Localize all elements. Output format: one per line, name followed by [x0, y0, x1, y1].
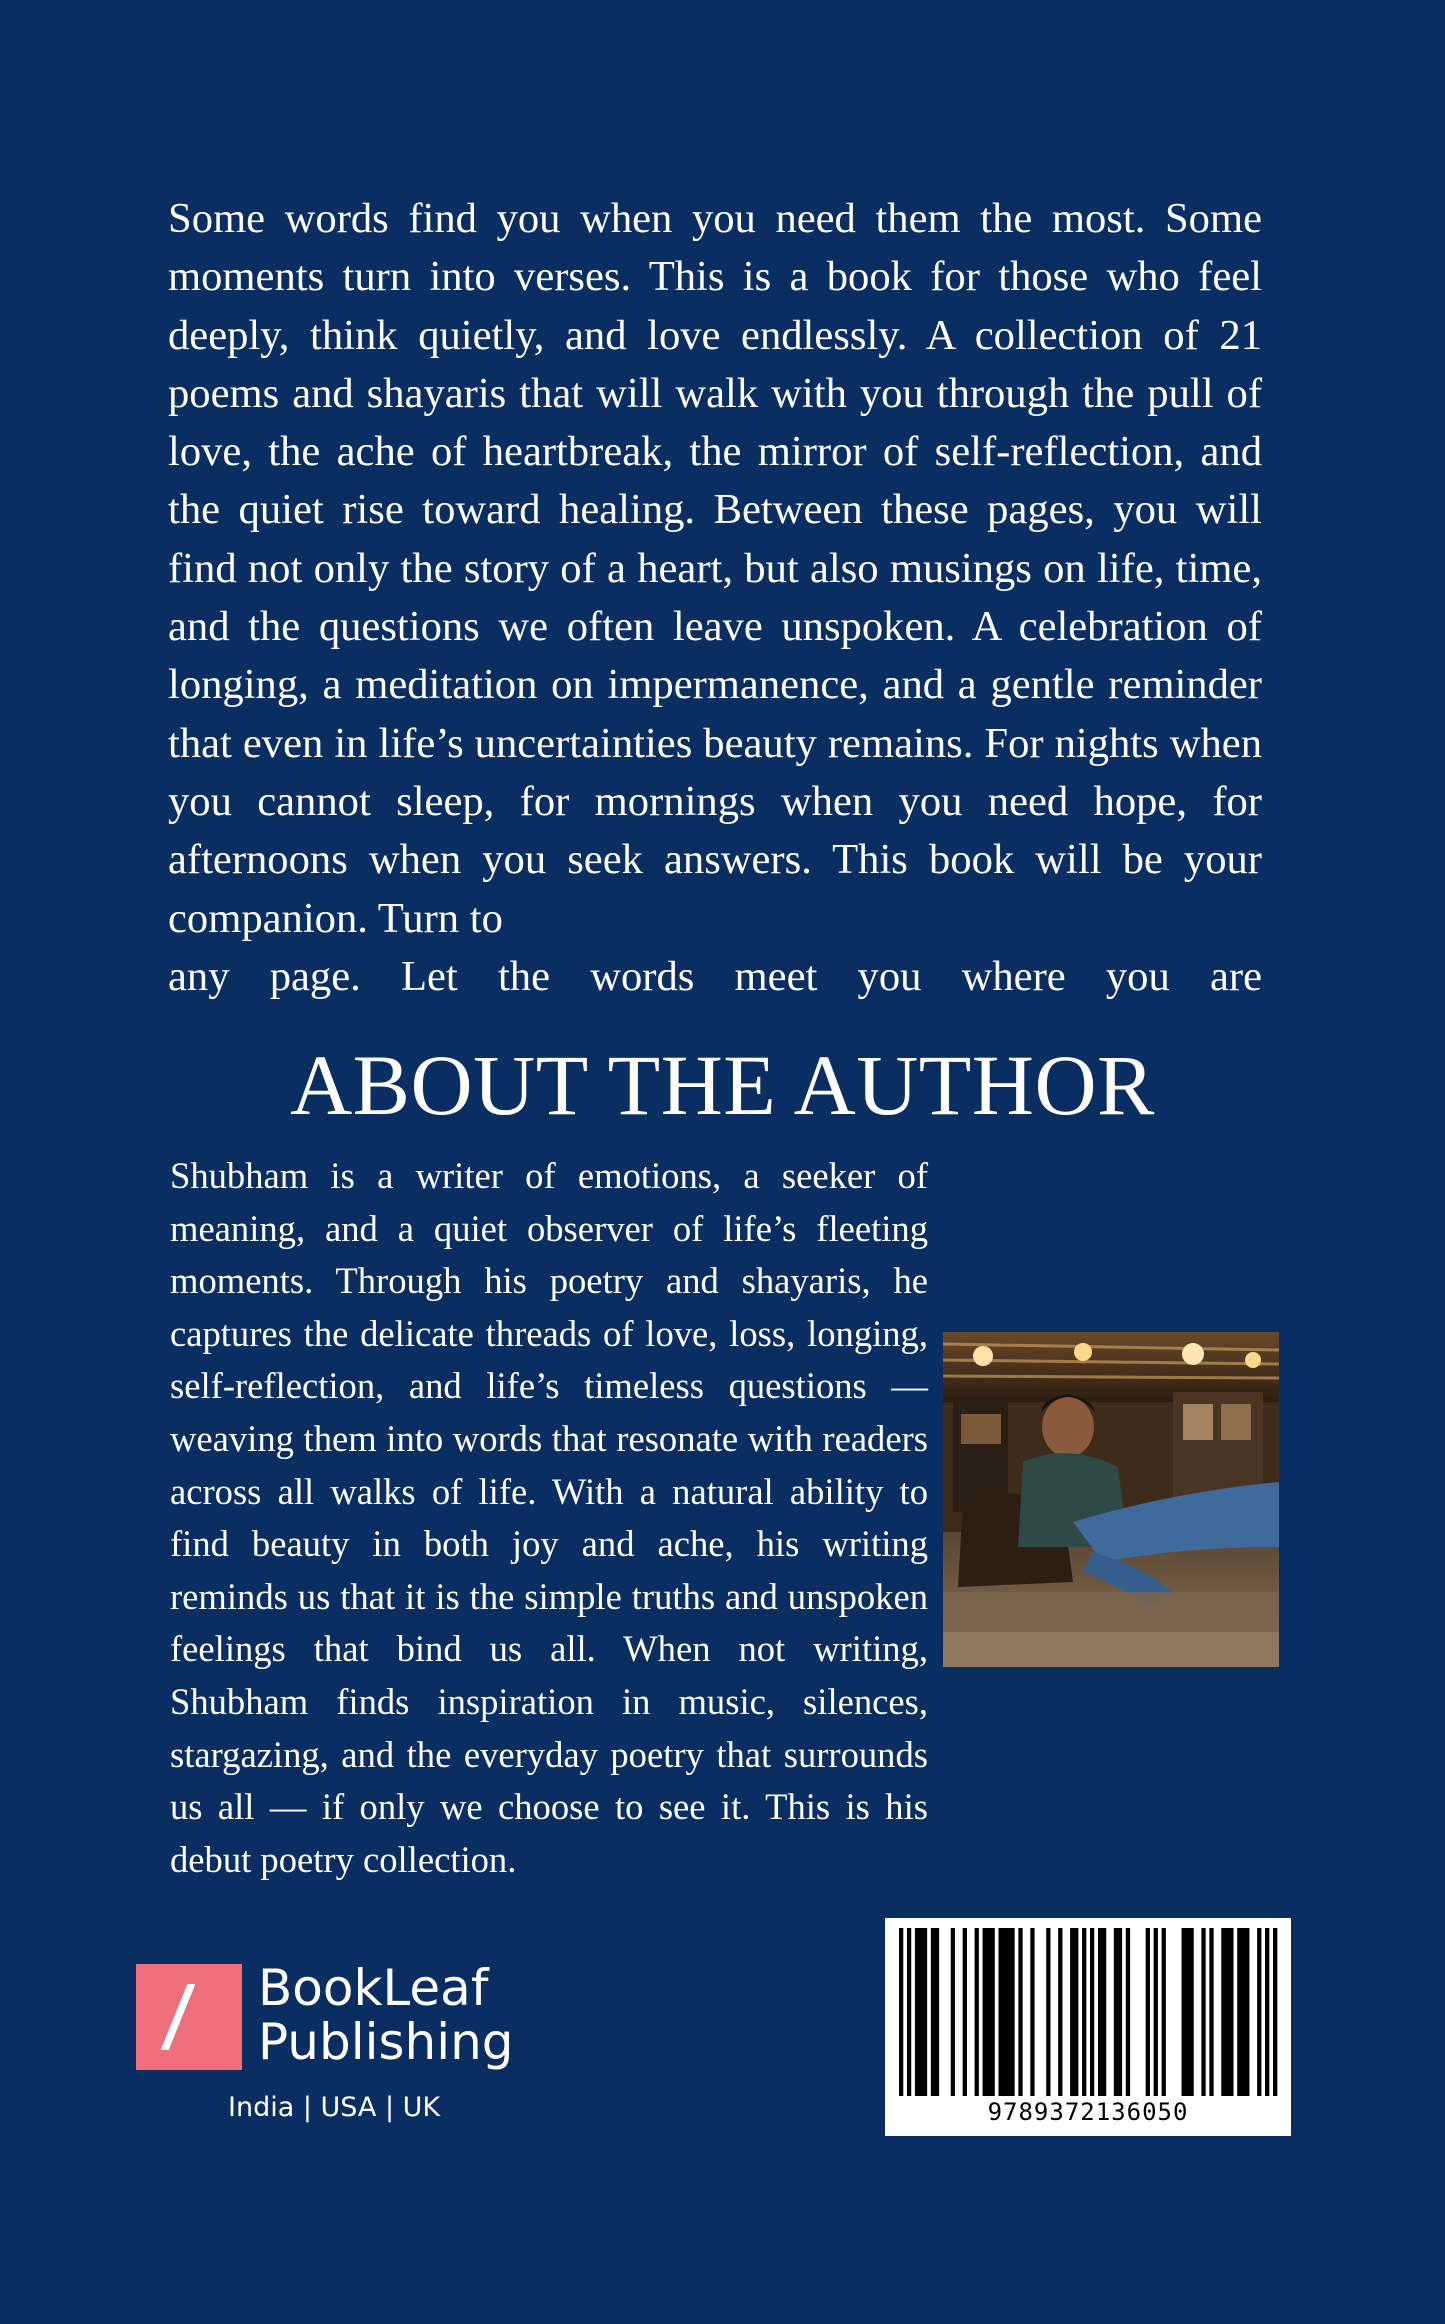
isbn-number: 9789372136050 [987, 2098, 1189, 2126]
barcode-bar [907, 1928, 911, 2096]
barcode-bar [1182, 1928, 1186, 2096]
publisher-regions: India | USA | UK [228, 2092, 441, 2123]
barcode-bar [1221, 1928, 1225, 2096]
barcode-bar [1074, 1928, 1078, 2096]
barcode-bar [931, 1928, 935, 2096]
barcode-bars [885, 1918, 1291, 2098]
barcode-bar [1189, 1928, 1193, 2096]
barcode-bar [1102, 1928, 1106, 2096]
about-author-heading: ABOUT THE AUTHOR [290, 1037, 1155, 1133]
barcode-bar [1018, 1928, 1022, 2096]
barcode-bar [1273, 1928, 1277, 2096]
publisher-logo [136, 1959, 536, 2094]
barcode-bar [1237, 1928, 1241, 2096]
barcode-bar [998, 1928, 1002, 2096]
barcode-bar [1002, 1928, 1006, 2096]
barcode-bar [1090, 1928, 1094, 2096]
barcode-bar [1082, 1928, 1086, 2096]
publisher-name-line1: BookLeaf [258, 1959, 489, 2017]
barcode-bar [1118, 1928, 1122, 2096]
publisher-name-line2: Publishing [258, 2013, 514, 2071]
logo-slash-icon [161, 1984, 196, 2050]
author-photo [943, 1332, 1279, 1667]
isbn-barcode [885, 1918, 1291, 2136]
barcode-bar [1209, 1928, 1213, 2096]
barcode-bar [899, 1928, 903, 2096]
barcode-bar [1201, 1928, 1205, 2096]
barcode-bar [975, 1928, 979, 2096]
barcode-bar [923, 1928, 927, 2096]
barcode-bar [1098, 1928, 1102, 2096]
barcode-bar [1241, 1928, 1245, 2096]
barcode-bar [1146, 1928, 1150, 2096]
barcode-bar [1225, 1928, 1229, 2096]
barcode-bar [1265, 1928, 1269, 2096]
blurb-last-line: any page. Let the words meet you where you are [168, 952, 1262, 1000]
barcode-bar [1154, 1928, 1158, 2096]
book-blurb [168, 190, 1262, 1006]
logo-mark [136, 1964, 242, 2070]
barcode-bar [1006, 1928, 1010, 2096]
barcode-bar [1229, 1928, 1233, 2096]
barcode-bar [987, 1928, 991, 2096]
barcode-bar [983, 1928, 987, 2096]
barcode-bar [919, 1928, 923, 2096]
author-bio: Shubham is a writer of emotions, a seeker of meaning, and a quiet observer of life’s fleeting moments. Through his poetry and shayaris, he captures the delicate threads of love, loss, longing, self-reflection, and life’s timeless questions — weaving them into words that resonate with readers across all walks of life. With a natural ability to find beauty in both joy and ache, his writing reminds us that it is the simple truths and unspoken feelings that bind us all. When not writing, Shubham finds inspiration in music, silences, stargazing, and the everyday poetry that surrounds us all — if only we choose to see it. This is his debut poetry collection. [170, 1155, 928, 1880]
barcode-bar [915, 1928, 919, 2096]
barcode-bar [963, 1928, 967, 2096]
barcode-bar [1114, 1928, 1118, 2096]
barcode-bar [1185, 1928, 1189, 2096]
barcode-bar [951, 1928, 955, 2096]
barcode-bar [1245, 1928, 1249, 2096]
barcode-bar [1257, 1928, 1261, 2096]
barcode-bar [1058, 1928, 1062, 2096]
barcode-bar [1030, 1928, 1034, 2096]
barcode-bar [935, 1928, 939, 2096]
barcode-bar [991, 1928, 995, 2096]
barcode-bar [1162, 1928, 1166, 2096]
barcode-bar [1070, 1928, 1074, 2096]
barcode-bar [1126, 1928, 1130, 2096]
barcode-bar [1046, 1928, 1050, 2096]
blurb-text: Some words find you when you need them the most. Some moments turn into verses. This is a book for those who feel deeply, think quietly, and love endlessly. A collection of 21 poems and shayaris that will walk with you through the pull of love, the ache of heartbreak, the mirror of self-reflection, and the quiet rise toward healing. Between these pages, you will find not only the story of a heart, but also musings on life, time, and the questions we often leave unspoken. A celebration of longing, a meditation on impermanence, and a gentle reminder that even in life’s uncertainties beauty remains. For nights when you cannot sleep, for mornings when you need hope, for afternoons when you seek answers. This book will be your companion. Turn to [168, 195, 1262, 942]
barcode-bar [1010, 1928, 1014, 2096]
